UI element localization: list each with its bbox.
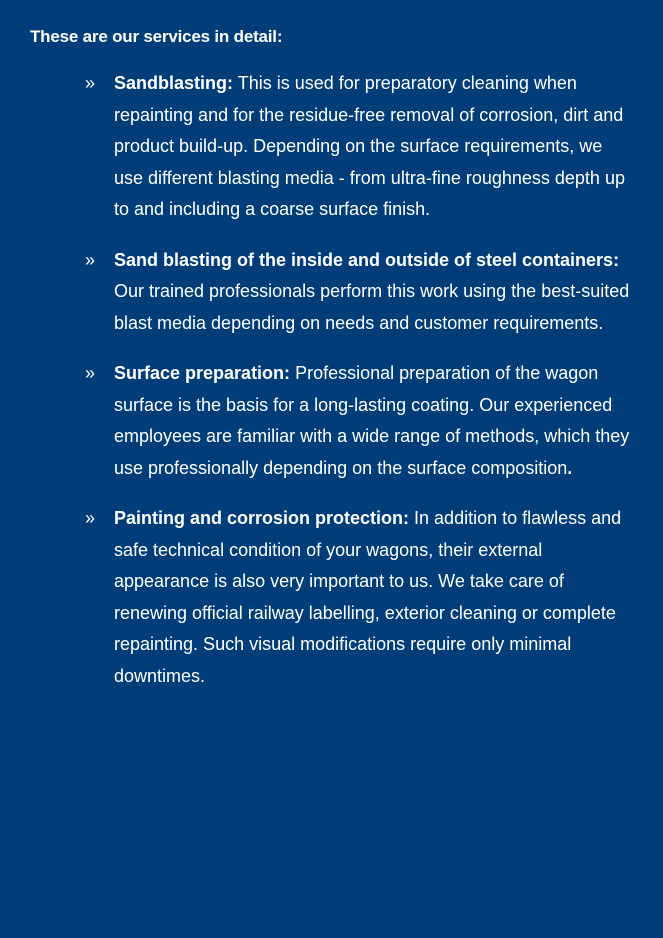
service-description xyxy=(114,245,630,340)
service-description xyxy=(114,68,630,226)
list-item xyxy=(0,503,663,692)
service-description xyxy=(114,503,630,692)
service-label: Sandblasting: xyxy=(114,73,234,93)
service-body-text: Professional preparation of the wagon surface is the basis for a long-lasting coating. Our experienced employees are familiar with a wide range of methods, which they use professionally depending on the surface composition xyxy=(114,363,630,478)
service-list xyxy=(0,68,663,692)
section-heading: These are our services in detail: xyxy=(30,27,283,46)
service-bold-suffix: . xyxy=(567,457,573,478)
service-body-text: In addition to flawless and safe technical condition of your wagons, their external appearance is also very important to us. We take care of renewing official railway labelling, exterior cleaning or complete repainting. Such visual modifications require only minimal downtimes. xyxy=(114,508,622,686)
list-item xyxy=(0,245,663,340)
double-chevron-bullet-icon: » xyxy=(85,73,96,93)
double-chevron-bullet-icon: » xyxy=(85,363,96,383)
double-chevron-bullet-icon: » xyxy=(85,508,96,528)
service-body-text: This is used for preparatory cleaning when repainting and for the residue-free removal of corrosion, dirt and product build-up. Depending on the surface requirements, we use different blasting media - from ultra-fine roughness depth up to and including a coarse surface finish. xyxy=(114,73,625,219)
service-body-text: Our trained professionals perform this work using the best-suited blast media depending on needs and customer requirements. xyxy=(114,281,630,333)
service-label: Sand blasting of the inside and outside of steel containers: xyxy=(114,249,620,270)
list-item xyxy=(0,68,663,226)
list-item xyxy=(0,358,663,484)
double-chevron-bullet-icon: » xyxy=(85,249,96,270)
service-label: Painting and corrosion protection: xyxy=(114,508,410,528)
service-description xyxy=(114,358,630,484)
service-label: Surface preparation: xyxy=(114,363,291,383)
